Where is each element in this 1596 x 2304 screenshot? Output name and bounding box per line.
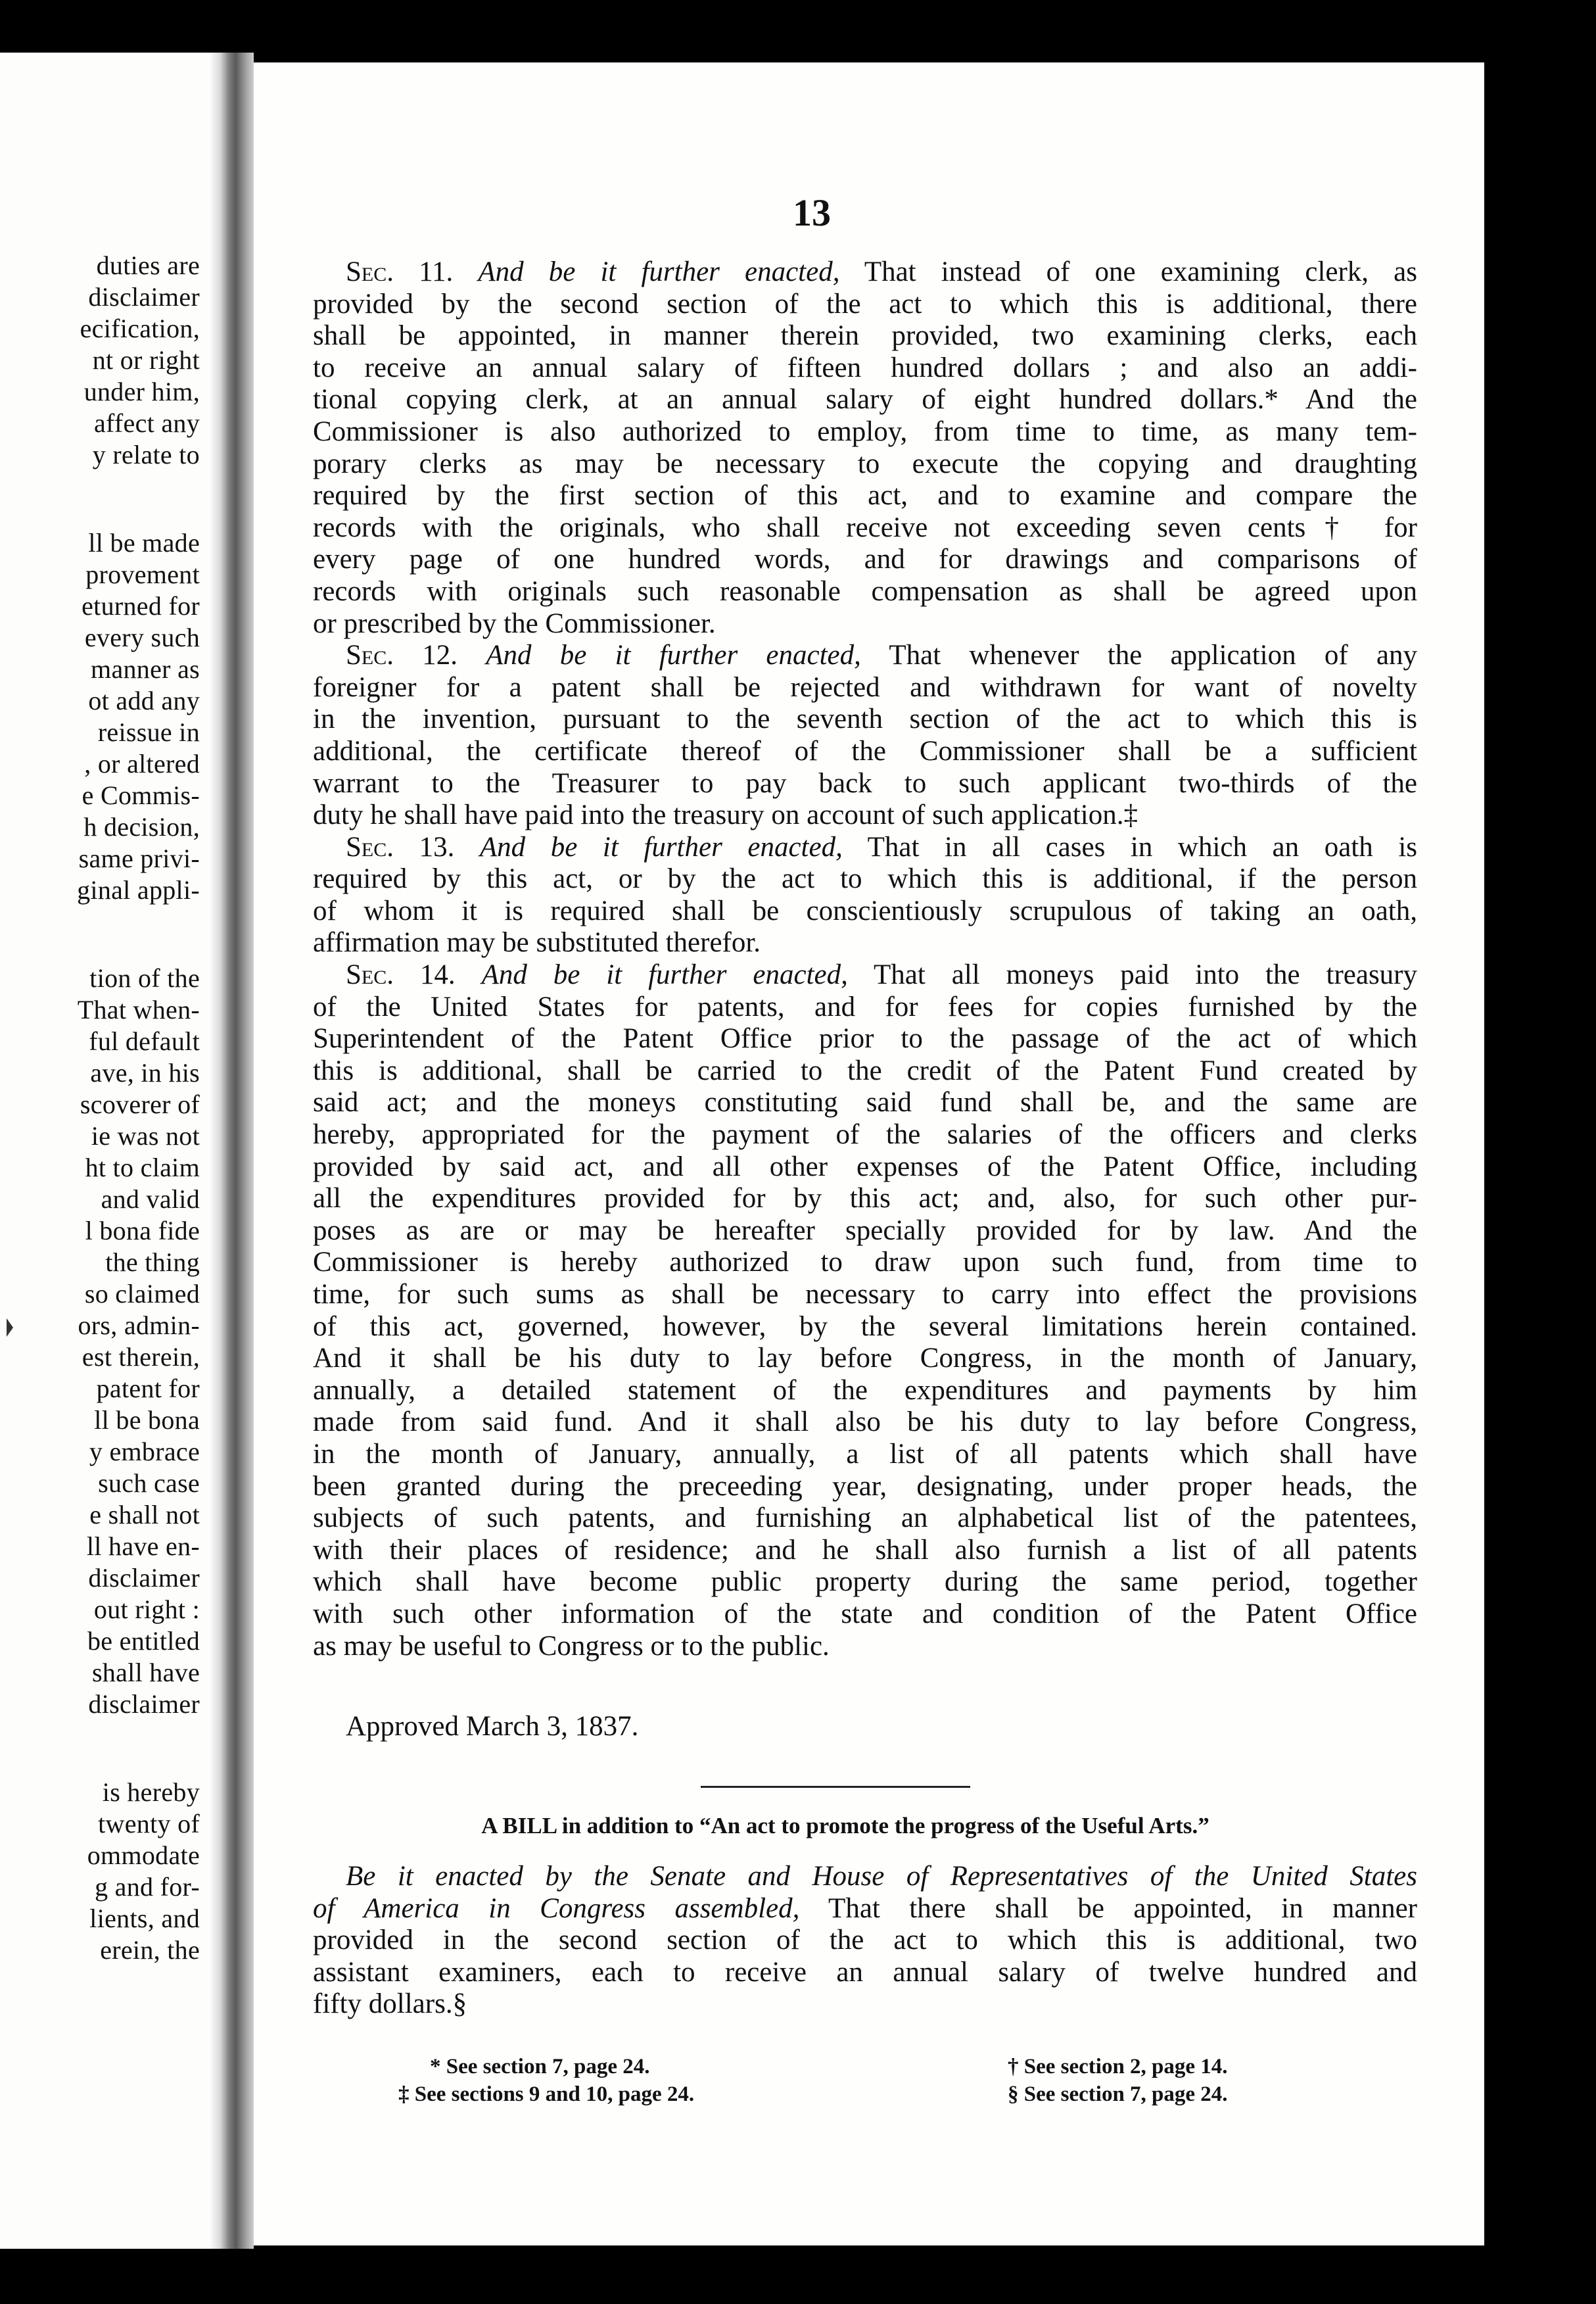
- facing-page-line: ors, admin-: [78, 1310, 200, 1340]
- footnote-double-dagger: ‡ See sections 9 and 10, page 24.: [398, 2082, 695, 2106]
- section-line: [313, 1502, 1417, 1535]
- section-line: [313, 800, 1417, 832]
- facing-page-line: ave, in his: [90, 1058, 200, 1088]
- section-text: required by this act, or by the act to which this is additional, if the person: [313, 863, 1417, 895]
- facing-page-line: be entitled: [87, 1626, 200, 1656]
- section-text: with such other information of the state and condition of the Patent Office: [313, 1598, 1417, 1629]
- main-page: [254, 62, 1484, 2245]
- facing-page-line: lients, and: [89, 1904, 200, 1933]
- facing-page-line: manner as: [91, 654, 200, 684]
- section-text: Superintendent of the Patent Office prior to the passage of the act of which: [313, 1023, 1417, 1055]
- section-text: required by the first section of this act, and to examine and compare the: [313, 480, 1417, 512]
- enacting-phrase: And be it further enacted,: [479, 831, 843, 863]
- facing-page-line: patent for: [96, 1374, 200, 1403]
- facing-page-line: e Commis-: [82, 780, 200, 810]
- section-text: That instead of one examining clerk, as: [864, 256, 1417, 287]
- section-text: made from said fund. And it shall also be his duty to lay before Congress,: [313, 1406, 1417, 1438]
- footnote-dagger: † See section 2, page 14.: [1008, 2055, 1228, 2078]
- section-text: of whom it is required shall be conscientiously scrupulous of taking an oath,: [313, 895, 1417, 926]
- facing-page-line: That when-: [77, 995, 200, 1024]
- section-text: poses as are or may be hereafter specially provided for by law. And the: [313, 1214, 1417, 1246]
- section-line: [313, 544, 1417, 576]
- section-line: [313, 959, 1417, 992]
- facing-page-line: disclaimer: [88, 1689, 200, 1719]
- binding-mark: [7, 1318, 13, 1337]
- section-line: [313, 896, 1417, 928]
- facing-page-line: shall have: [91, 1658, 200, 1687]
- section-line: [313, 416, 1417, 448]
- section-text: That all moneys paid into the treasury: [874, 959, 1417, 991]
- section-line: [313, 320, 1417, 352]
- facing-page-line: y embrace: [89, 1437, 200, 1466]
- section-line: [313, 736, 1417, 768]
- section-line: [313, 1471, 1417, 1503]
- section-line: [313, 1311, 1417, 1343]
- section-line: [313, 704, 1417, 736]
- facing-page: [0, 53, 209, 2249]
- section-text: additional, the certificate thereof of the Commissioner shall be a sufficient: [313, 735, 1417, 767]
- facing-page-line: ecification,: [80, 314, 200, 343]
- section-text: said act; and the moneys constituting said fund shall be, and the same are: [313, 1087, 1417, 1118]
- section-line: [313, 480, 1417, 512]
- binding-gutter: [209, 53, 254, 2249]
- section-line: [313, 1375, 1417, 1407]
- section-line: [313, 1087, 1417, 1119]
- facing-page-line: tion of the: [89, 963, 200, 993]
- section-text: all the expenditures provided for by this act; and, also, for such other pur-: [313, 1183, 1417, 1214]
- section-line: [313, 768, 1417, 800]
- facing-page-line: disclaimer: [88, 1563, 200, 1593]
- section-line: [313, 1023, 1417, 1055]
- section-text: which shall have become public property during the same period, together: [313, 1566, 1417, 1598]
- section-line: [313, 512, 1417, 544]
- section-line: [313, 672, 1417, 704]
- section-line: [313, 1151, 1417, 1184]
- section-line: [313, 863, 1417, 896]
- section-text: That whenever the application of any: [889, 640, 1417, 671]
- enacting-phrase: And be it further enacted,: [481, 959, 848, 991]
- section-line: [313, 1055, 1417, 1088]
- section-text: And it shall be his duty to lay before Congress, in the month of January,: [313, 1343, 1417, 1374]
- section-text: of the United States for patents, and for fees for copies furnished by the: [313, 991, 1417, 1022]
- section-text: in the month of January, annually, a list of all patents which shall have: [313, 1438, 1417, 1470]
- section-line: [313, 1439, 1417, 1471]
- section-text: this is additional, shall be carried to the credit of the Patent Fund created by: [313, 1055, 1417, 1086]
- facing-page-line: duties are: [96, 251, 200, 280]
- section-line: [313, 1598, 1417, 1631]
- section-text: subjects of such patents, and furnishing an alphabetical list of the patentees,: [313, 1502, 1417, 1534]
- section-text: time, for such sums as shall be necessary to carry into effect the provisions: [313, 1279, 1417, 1310]
- bill-text: [313, 1861, 1417, 2021]
- facing-page-line: scoverer of: [80, 1090, 200, 1119]
- section-line: [313, 576, 1417, 608]
- facing-page-line: under him,: [83, 377, 200, 406]
- bill-text-span: fifty dollars.§: [313, 1988, 467, 2020]
- section-line: [313, 832, 1417, 864]
- footnote-star: * See section 7, page 24.: [430, 2055, 650, 2078]
- section-text: Commissioner is hereby authorized to draw upon such fund, from time to: [313, 1247, 1417, 1278]
- facing-page-gap: [3, 471, 200, 527]
- act-sections: [313, 256, 1417, 1662]
- facing-page-line: the thing: [105, 1247, 200, 1277]
- section-line: [313, 1215, 1417, 1247]
- facing-page-line: every such: [84, 623, 200, 652]
- section-text: shall be appointed, in manner therein provided, two examining clerks, each: [313, 320, 1417, 352]
- facing-page-line: est therein,: [82, 1342, 200, 1372]
- section-text: annually, a detailed statement of the expenditures and payments by him: [313, 1374, 1417, 1406]
- section-text: records with the originals, who shall receive not exceeding seven cents† for: [313, 512, 1417, 543]
- enacting-phrase: And be it further enacted,: [486, 640, 861, 671]
- facing-page-line: is hereby: [102, 1777, 200, 1807]
- section-label: Sec. 14.: [346, 959, 456, 991]
- facing-page-line: nt or right: [92, 345, 200, 375]
- bill-enacting-clause: Be it enacted by the Senate and House of Representatives of the United States: [346, 1861, 1417, 1892]
- facing-page-line: affect any: [93, 408, 200, 438]
- section-text: hereby, appropriated for the payment of the salaries of the officers and clerks: [313, 1119, 1417, 1151]
- facing-page-line: ot add any: [88, 686, 200, 715]
- section-text: every page of one hundred words, and for drawings and comparisons of: [313, 544, 1417, 575]
- section-line: [313, 384, 1417, 416]
- facing-page-line: out right :: [93, 1595, 200, 1624]
- facing-page-line: provement: [85, 560, 200, 589]
- facing-page-line: erein, the: [100, 1935, 200, 1965]
- section-line: [313, 1566, 1417, 1598]
- facing-page-line: ginal appli-: [77, 875, 200, 905]
- facing-page-line: eturned for: [82, 591, 200, 621]
- section-line: [313, 448, 1417, 481]
- section-line: [313, 1279, 1417, 1311]
- facing-page-line: ht to claim: [85, 1153, 200, 1182]
- section-line: [313, 992, 1417, 1024]
- section-text: warrant to the Treasurer to pay back to such applicant two-thirds of the: [313, 767, 1417, 799]
- section-text: in the invention, pursuant to the seventh section of the act to which this is: [313, 704, 1417, 735]
- section-line: [313, 1183, 1417, 1215]
- section-text: to receive an annual salary of fifteen hundred dollars ; and also an addi-: [313, 352, 1417, 383]
- facing-page-line: l bona fide: [85, 1216, 200, 1245]
- section-line: [313, 927, 1417, 959]
- section-text: tional copying clerk, at an annual salary of eight hundred dollars.* And the: [313, 384, 1417, 416]
- bill-text-span: assistant examiners, each to receive an annual salary of twelve hundred and: [313, 1956, 1417, 1988]
- section-text: foreigner for a patent shall be rejected and withdrawn for want of novelty: [313, 671, 1417, 703]
- section-line: [313, 1247, 1417, 1279]
- facing-page-line: such case: [98, 1468, 200, 1498]
- section-label: Sec. 12.: [346, 640, 458, 671]
- section-line: [313, 640, 1417, 672]
- footnote-section: § See section 7, page 24.: [1008, 2082, 1228, 2106]
- facing-page-gap: [3, 1720, 200, 1777]
- section-line: [313, 1535, 1417, 1567]
- facing-page-line: ll be made: [88, 528, 200, 558]
- facing-page-line: same privi-: [78, 844, 200, 873]
- section-line: [313, 608, 1417, 640]
- facing-page-line: g and for-: [95, 1872, 200, 1902]
- facing-page-line: twenty of: [98, 1809, 200, 1838]
- section-text: Commissioner is also authorized to employ, from time to time, as many tem-: [313, 416, 1417, 447]
- facing-page-line: ll be bona: [94, 1405, 200, 1435]
- enacting-phrase: And be it further enacted,: [478, 256, 840, 287]
- bill-enacting-line: [313, 1861, 1417, 1893]
- facing-page-line: e shall not: [89, 1500, 200, 1529]
- facing-page-line: reissue in: [97, 717, 200, 747]
- section-line: [313, 1343, 1417, 1375]
- facing-page-gap: [3, 906, 200, 963]
- facing-page-line: and valid: [101, 1184, 200, 1214]
- section-text: been granted during the preceeding year, designating, under proper heads, the: [313, 1470, 1417, 1502]
- facing-page-line: ommodate: [87, 1840, 200, 1870]
- section-line: [313, 352, 1417, 385]
- facing-page-line: so claimed: [84, 1279, 200, 1308]
- bill-line: [313, 1988, 1417, 2021]
- section-text: affirmation may be substituted therefor.: [313, 927, 761, 959]
- bill-title: A BILL in addition to “An act to promote the progress of the Useful Arts.”: [481, 1813, 1209, 1838]
- facing-page-line: ful default: [89, 1026, 200, 1056]
- bill-line: [313, 1893, 1417, 1925]
- facing-page-line: ll have en-: [86, 1531, 200, 1561]
- section-line: [313, 256, 1417, 289]
- facing-page-text: [3, 250, 200, 1966]
- section-text: of this act, governed, however, by the several limitations herein contained.: [313, 1310, 1417, 1342]
- section-divider: [701, 1786, 970, 1788]
- section-text: That in all cases in which an oath is: [867, 831, 1417, 863]
- page-number: 13: [793, 191, 831, 234]
- section-line: [313, 289, 1417, 321]
- facing-page-line: ie was not: [91, 1121, 200, 1151]
- bill-line: [313, 1957, 1417, 1989]
- section-text: porary clerks as may be necessary to execute the copying and draughting: [313, 448, 1417, 479]
- section-line: [313, 1631, 1417, 1663]
- facing-page-line: h decision,: [83, 812, 200, 842]
- section-label: Sec. 11.: [346, 256, 454, 287]
- bill-enacting-clause: of America in Congress assembled,: [313, 1892, 800, 1924]
- section-text: provided by the second section of the act to which this is additional, there: [313, 288, 1417, 320]
- facing-page-line: y relate to: [92, 440, 200, 469]
- section-text: as may be useful to Congress or to the public.: [313, 1630, 830, 1662]
- facing-page-line: disclaimer: [88, 282, 200, 312]
- section-text: with their places of residence; and he shall also furnish a list of all patents: [313, 1534, 1417, 1566]
- section-text: records with originals such reasonable compensation as shall be agreed upon: [313, 575, 1417, 607]
- section-label: Sec. 13.: [346, 831, 455, 863]
- bill-text-span: That there shall be appointed, in manner: [828, 1892, 1417, 1924]
- section-text: duty he shall have paid into the treasury on account of such application.‡: [313, 800, 1138, 831]
- section-line: [313, 1406, 1417, 1439]
- facing-page-line: , or altered: [84, 749, 200, 779]
- section-text: or prescribed by the Commissioner.: [313, 608, 716, 639]
- approval-date: Approved March 3, 1837.: [346, 1711, 639, 1742]
- bill-text-span: provided in the second section of the act to which this is additional, two: [313, 1925, 1417, 1956]
- section-text: provided by said act, and all other expenses of the Patent Office, including: [313, 1151, 1417, 1182]
- section-line: [313, 1119, 1417, 1151]
- bill-line: [313, 1925, 1417, 1957]
